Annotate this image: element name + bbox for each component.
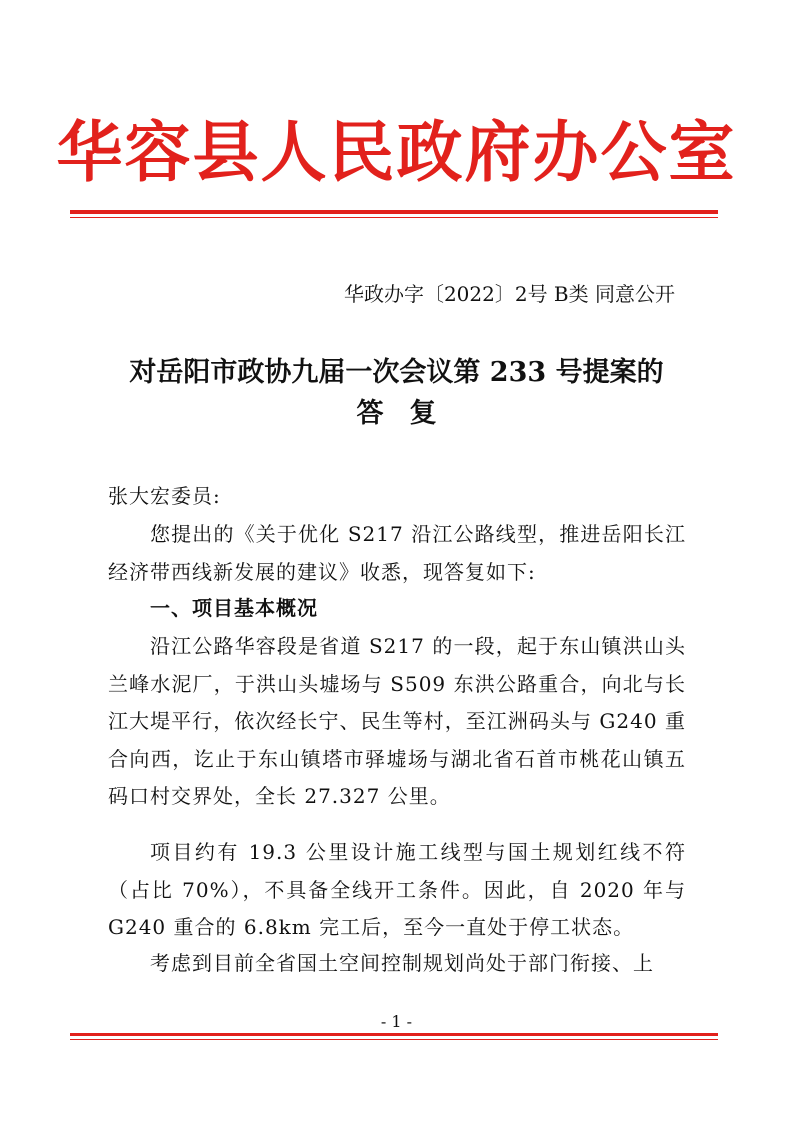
document-title-line-1: 对岳阳市政协九届一次会议第 233 号提案的 <box>129 357 664 388</box>
salutation: 张大宏委员: <box>108 484 221 508</box>
masthead-divider-thin <box>70 217 718 218</box>
body-paragraph-2: 项目约有 19.3 公里设计施工线型与国土规划红线不符（占比 70%），不具备全线开工条件。因此，自 2020 年与 G240 重合的 6.8km 完工后，至今一直处于停工状态。 <box>108 840 686 939</box>
body-paragraph-1: 沿江公路华容段是省道 S217 的一段，起于东山镇洪山头兰峰水泥厂，于洪山头墟场与 S509 东洪公路重合，向北与长江大堤平行，依次经长宁、民生等村，至江洲码头与 G240 重合向西，讫止于东山镇塔市驿墟场与湖北省石首市桃花山镇五码口村交界处，全长 27.327 公里。 <box>108 634 686 808</box>
section-heading: 一、项目基本概况 <box>150 596 318 620</box>
body-paragraph-3: 考虑到目前全省国土空间控制规划尚处于部门衔接、上 <box>150 951 654 975</box>
document-title-line-2: 答复 <box>356 398 463 429</box>
document-number: 华政办字〔2022〕2号 B类 同意公开 <box>343 282 675 306</box>
masthead-title: 华容县人民政府办公室 <box>56 113 737 191</box>
footer-divider-thin <box>70 1039 718 1040</box>
page-number: - 1 - <box>380 1012 413 1031</box>
intro-paragraph: 您提出的《关于优化 S217 沿江公路线型，推进岳阳长江经济带西线新发展的建议》收悉，现答复如下: <box>108 522 686 584</box>
masthead-divider-thick <box>70 210 718 214</box>
footer-divider-thick <box>70 1033 718 1036</box>
